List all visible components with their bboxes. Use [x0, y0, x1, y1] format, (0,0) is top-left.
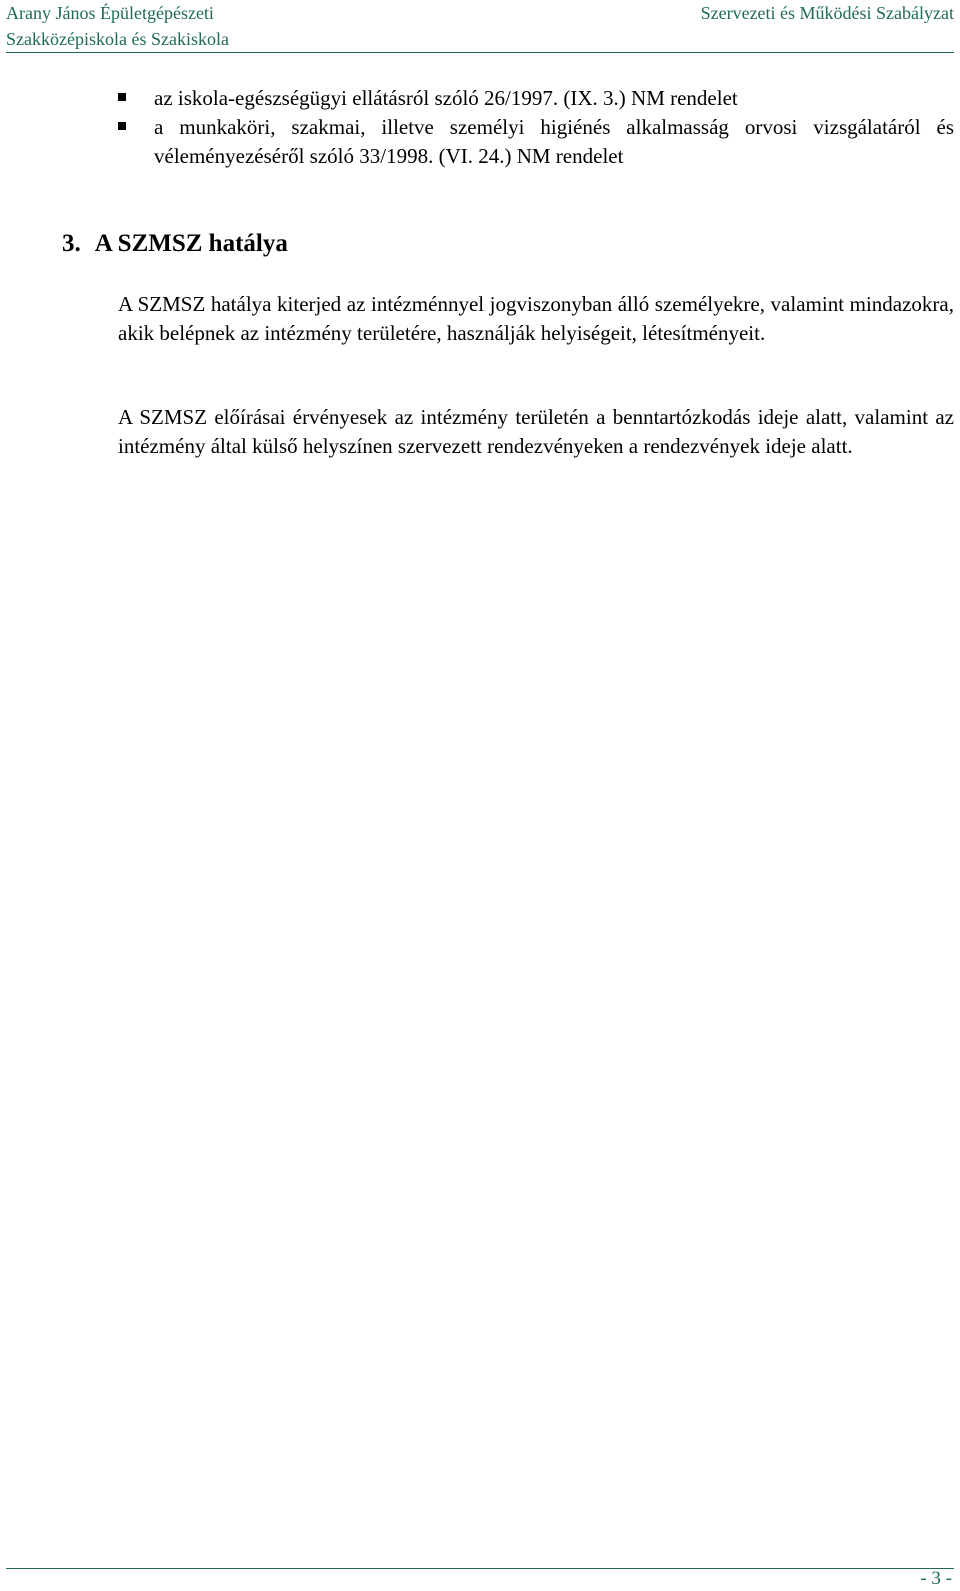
header-school-line-2: Szakközépiskola és Szakiskola	[6, 29, 229, 49]
list-item	[118, 84, 954, 113]
list-item-text: az iskola-egészségügyi ellátásról szóló 26/1997. (IX. 3.) NM rendelet	[154, 86, 738, 110]
section-heading	[62, 229, 288, 259]
header-document-title: Szervezeti és Működési Szabályzat	[700, 3, 954, 23]
list-item	[118, 113, 954, 171]
page-number: - 3 -	[920, 1568, 952, 1589]
page-footer	[6, 1568, 954, 1590]
list-item-text: a munkaköri, szakmai, illetve személyi higiénés alkalmasság orvosi vizsgálatáról és véleményezéséről szóló 33/1998. (VI. 24.) NM rendelet	[154, 115, 954, 168]
header-school-line-1: Arany János Épületgépészeti	[6, 3, 214, 23]
section-title: A SZMSZ hatálya	[94, 230, 288, 257]
page-header	[6, 0, 954, 53]
paragraph-validity: A SZMSZ előírásai érvényesek az intézmény területén a benntartózkodás ideje alatt, valamint az intézmény által külső helyszínen szervezett rendezvényeken a rendezvények ideje alatt.	[118, 405, 954, 458]
paragraph-scope: A SZMSZ hatálya kiterjed az intézménnyel jogviszonyban álló személyekre, valamint mindazokra, akik belépnek az intézmény területére, használják helyiségeit, létesítményeit.	[118, 292, 954, 345]
regulation-list	[118, 84, 954, 171]
section-number: 3.	[62, 230, 81, 257]
header-school-name	[6, 0, 229, 52]
square-bullet-icon	[118, 122, 126, 130]
square-bullet-icon	[118, 93, 126, 101]
